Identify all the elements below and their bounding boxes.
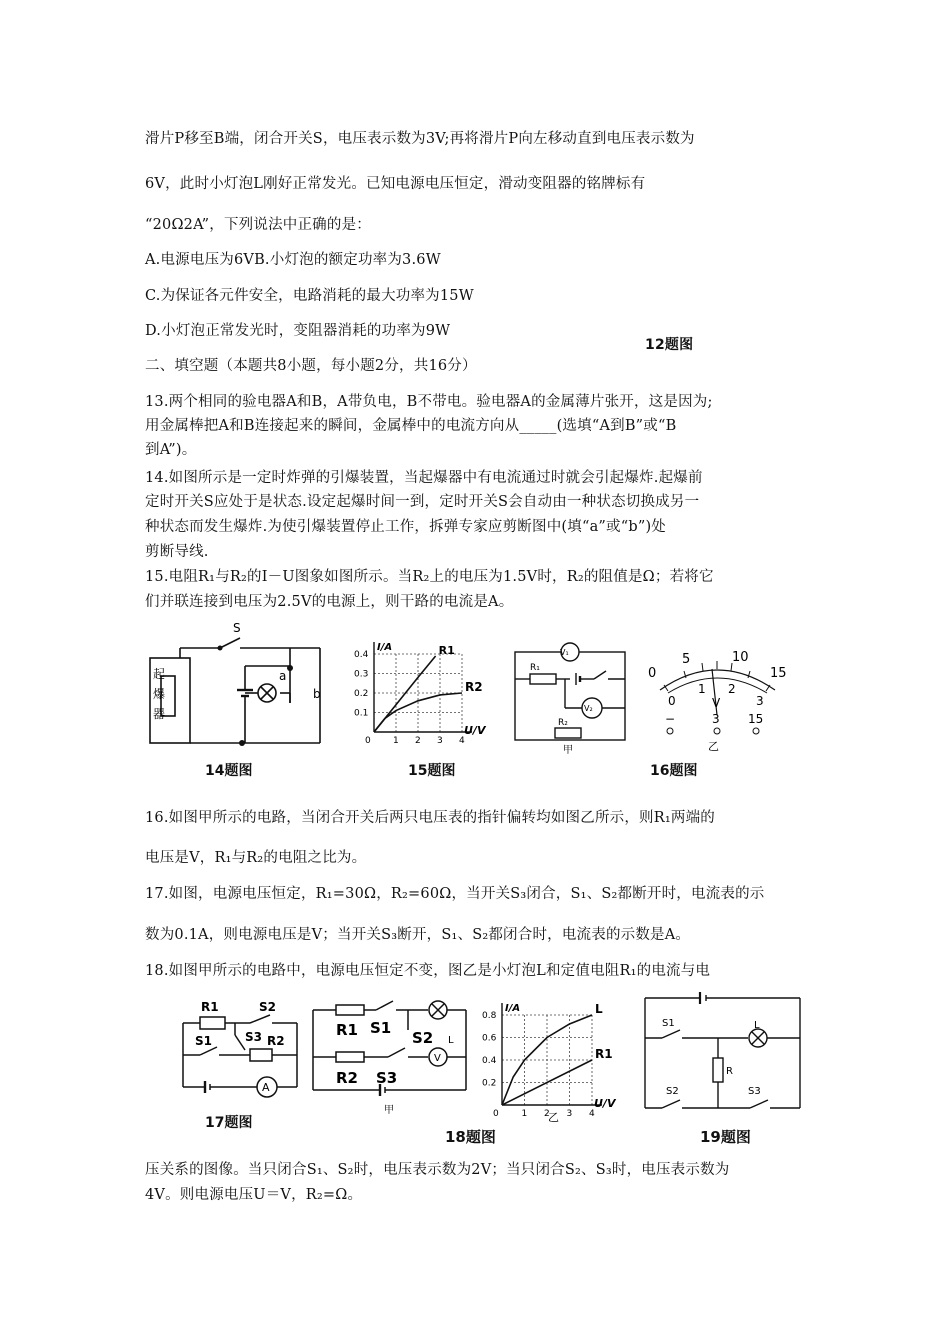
fig18-x-tick: 4	[589, 1109, 595, 1119]
q17-line1: 17.如图，电源电压恒定，R₁=30Ω，R₂=60Ω，当开关S₃闭合，S₁、S₂都断开时，电流表的示	[145, 886, 765, 902]
figure-19-circuit	[640, 990, 810, 1115]
fig15-x-label: U/V	[464, 724, 486, 737]
fig16-meter-symbol: V	[712, 696, 721, 710]
fig14-device-char-3: 器	[153, 707, 166, 721]
fig14-switch-label: S	[233, 621, 241, 635]
figure-17-caption: 17题图	[205, 1115, 253, 1131]
q18-line3: 4V。则电源电压U＝V，R₂=Ω。	[145, 1187, 363, 1203]
fig15-series-label-R1: R1	[438, 643, 455, 657]
figure-14-circuit	[145, 618, 335, 753]
q15-line1: 15.电阻R₁与R₂的I－U图象如图所示。当R₂上的电压为1.5V时，R₂的阻值是Ω；若将它	[145, 569, 714, 585]
q12-line3: “20Ω2A”，下列说法中正确的是：	[145, 217, 371, 233]
fig18-y-label: I/A	[505, 1003, 521, 1014]
fig15-origin-label: 0	[365, 736, 371, 746]
fig16-terminal-3: 3	[712, 712, 720, 726]
fig18-series-label-R1: R1	[595, 1047, 613, 1061]
fig16-r1: R₁	[530, 663, 540, 673]
fig18-x-tick: 1	[521, 1109, 528, 1119]
fig15-y-label: I/A	[377, 642, 393, 653]
fig16-terminal-15: 15	[748, 712, 764, 726]
fig18-x-tick: 3	[566, 1109, 573, 1119]
fig16-scale-inner-2: 2	[728, 682, 736, 696]
figure-14-caption: 14题图	[205, 763, 253, 779]
q12-line1: 滑片P移至B端，闭合开关S，电压表示数为3V;再将滑片P向左移动直到电压表示数为	[145, 131, 695, 147]
figure-18-jia-circuit	[308, 995, 473, 1120]
fig17-r1: R1	[201, 1000, 219, 1014]
fig18-x-label: U/V	[594, 1097, 616, 1110]
fig16-scale-outer-10: 10	[732, 650, 749, 665]
fig19-r: R	[726, 1066, 733, 1077]
q18-line2: 压关系的图像。当只闭合S₁、S₂时，电压表示数为2V；当只闭合S₂、S₃时，电压表示数为	[145, 1162, 730, 1178]
fig18-origin-label: 0	[493, 1109, 499, 1119]
fig14-label-b: b	[313, 687, 321, 701]
fig16-jia-label: 甲	[563, 745, 573, 756]
fig18-s3: S3	[376, 1069, 398, 1087]
fig18-y-tick: 0.4	[482, 1056, 497, 1066]
fig15-x-tick: 3	[437, 736, 443, 746]
fig15-y-tick: 0.4	[354, 650, 369, 660]
fig15-series-label-R2: R2	[465, 680, 483, 694]
q18-line1: 18.如图甲所示的电路中，电源电压恒定不变，图乙是小灯泡L和定值电阻R₁的电流与电	[145, 963, 711, 979]
q12-option-c: C.为保证各元件安全，电路消耗的最大功率为15W	[145, 288, 474, 304]
fig14-device-char-1: 起	[153, 667, 166, 681]
q13-line3: 到A”)。	[145, 442, 197, 458]
figure-16-caption: 16题图	[650, 763, 698, 779]
q13-line1: 13.两个相同的验电器A和B，A带负电，B不带电。验电器A的金属薄片张开，这是因为;	[145, 394, 713, 410]
fig17-s2: S2	[259, 1000, 276, 1014]
fig15-x-tick: 4	[459, 736, 465, 746]
figure-18-caption: 18题图	[445, 1128, 496, 1146]
q17-line2: 数为0.1A，则电源电压是V；当开关S₃断开，S₁、S₂都闭合时，电流表的示数是A。	[145, 927, 691, 943]
fig18-y-tick: 0.6	[482, 1033, 497, 1044]
fig17-ammeter: A	[262, 1081, 270, 1094]
fig16-scale-inner-3: 3	[756, 694, 764, 708]
figure-15-chart	[352, 632, 502, 754]
fig16-scale-inner-1: 1	[698, 682, 706, 696]
fig18-y-tick: 0.2	[482, 1078, 497, 1089]
figure-16-yi-meter	[640, 645, 795, 757]
fig16-terminal-neg: −	[665, 712, 676, 726]
q16-line1: 16.如图甲所示的电路，当闭合开关后两只电压表的指针偏转均如图乙所示，则R₁两端的	[145, 810, 715, 826]
fig15-x-tick: 2	[415, 736, 421, 746]
fig19-s1: S1	[662, 1018, 675, 1029]
q12-option-d: D.小灯泡正常发光时，变阻器消耗的功率为9W	[145, 323, 451, 339]
q13-line2: 用金属棒把A和B连接起来的瞬间，金属棒中的电流方向从_____(选填“A到B”或“B	[145, 418, 677, 434]
fig18-x-tick: 2	[544, 1109, 550, 1119]
fig16-r2: R₂	[558, 718, 568, 728]
fig16-v1: V₁	[560, 648, 569, 657]
fig19-s2: S2	[666, 1086, 679, 1097]
q12-figure-caption: 12题图	[645, 337, 694, 353]
figure-16-jia-circuit	[510, 640, 630, 758]
q14-line1: 14.如图所示是一定时炸弹的引爆装置，当起爆器中有电流通过时就会引起爆炸.起爆前	[145, 470, 703, 486]
q16-line2: 电压是V，R₁与R₂的电阻之比为。	[145, 850, 367, 866]
figure-15-caption: 15题图	[408, 763, 456, 779]
fig15-y-tick: 0.2	[354, 689, 369, 699]
q14-line3: 种状态而发生爆炸.为使引爆装置停止工作，拆弹专家应剪断图中(填“a”或“b”)处	[145, 519, 666, 535]
fig17-s1: S1	[195, 1034, 212, 1048]
figure-17-circuit	[175, 995, 305, 1105]
fig15-x-tick: 1	[393, 736, 399, 746]
fig19-s3: S3	[748, 1086, 761, 1097]
fig19-l: L	[754, 1020, 760, 1031]
fig18-jia-label: 甲	[384, 1105, 394, 1116]
fig14-device-char-2: 爆	[153, 687, 166, 701]
fig18-s1: S1	[370, 1019, 392, 1037]
fig18-yi-label: 乙	[548, 1111, 559, 1123]
q14-line4: 剪断导线.	[145, 544, 209, 560]
fig18-series-label-L: L	[595, 1002, 603, 1016]
fig16-scale-outer-0: 0	[648, 666, 657, 681]
fig17-s3: S3	[245, 1030, 262, 1044]
fig16-scale-inner-0: 0	[668, 694, 676, 708]
fig14-label-a: a	[279, 669, 287, 683]
fig16-v2: V₂	[584, 704, 593, 713]
q15-line2: 们并联连接到电压为2.5V的电源上，则干路的电流是A。	[145, 594, 514, 610]
fig18-r1: R1	[336, 1021, 358, 1039]
figure-18-yi-chart	[478, 995, 628, 1123]
fig17-r2: R2	[267, 1034, 285, 1048]
fig15-y-tick: 0.3	[354, 669, 369, 680]
fig18-r2: R2	[336, 1069, 358, 1087]
figure-19-caption: 19题图	[700, 1128, 751, 1146]
fig18-l: L	[448, 1035, 454, 1046]
fig16-scale-outer-15: 15	[770, 666, 787, 681]
section-title: 二、填空题（本题共8小题，每小题2分，共16分）	[145, 358, 477, 374]
fig16-scale-outer-5: 5	[682, 652, 691, 667]
q12-line2: 6V，此时小灯泡L刚好正常发光。已知电源电压恒定，滑动变阻器的铭牌标有	[145, 176, 646, 192]
fig18-s2: S2	[412, 1029, 434, 1047]
fig16-yi-label: 乙	[708, 740, 719, 753]
q14-line2: 定时开关S应处于是状态.设定起爆时间一到，定时开关S会自动由一种状态切换成另一	[145, 494, 700, 510]
fig18-voltmeter: V	[434, 1053, 441, 1064]
fig15-y-tick: 0.1	[354, 708, 369, 719]
q12-option-ab: A.电源电压为6VB.小灯泡的额定功率为3.6W	[145, 252, 441, 268]
fig18-y-tick: 0.8	[482, 1011, 497, 1021]
